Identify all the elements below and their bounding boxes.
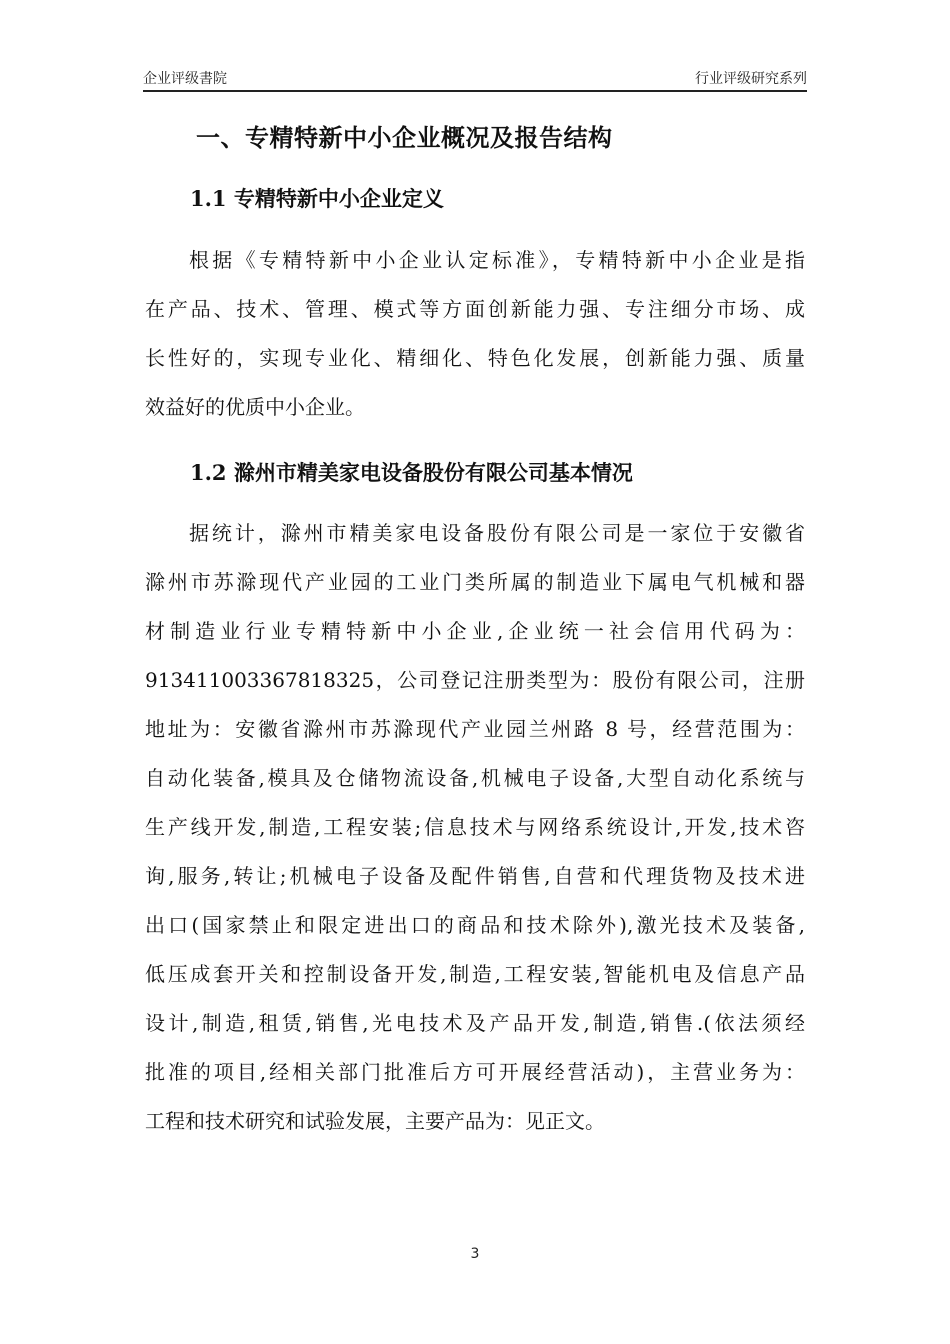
paragraph-line: 在产品、技术、管理、模式等方面创新能力强、专注细分市场、成 (145, 297, 805, 321)
paragraph-line: 根据《专精特新中小企业认定标准》，专精特新中小企业是指 (189, 248, 805, 272)
subsection-title-1-1: 1.1 专精特新中小企业定义 (190, 186, 444, 211)
section-title: 一、专精特新中小企业概况及报告结构 (196, 123, 613, 152)
paragraph-line: 出口(国家禁止和限定进出口的商品和技术除外),激光技术及装备, (145, 913, 805, 937)
paragraph-definition (145, 236, 805, 432)
paragraph-line: 工程和技术研究和试验发展，主要产品为：见正文。 (145, 1109, 605, 1133)
paragraph-line: 设计,制造,租赁,销售,光电技术及产品开发,制造,销售.(依法须经 (145, 1011, 805, 1035)
paragraph-line: 批准的项目,经相关部门批准后方可开展经营活动)，主营业务为： (145, 1060, 805, 1084)
header-divider (143, 90, 807, 92)
paragraph-line: 913411003367818325，公司登记注册类型为：股份有限公司，注册 (145, 668, 805, 692)
paragraph-line: 滁州市苏滁现代产业园的工业门类所属的制造业下属电气机械和器 (145, 570, 805, 594)
paragraph-line: 低压成套开关和控制设备开发,制造,工程安装,智能机电及信息产品 (145, 962, 805, 986)
subsection-title-1-2: 1.2 滁州市精美家电设备股份有限公司基本情况 (190, 460, 633, 485)
page-number: 3 (470, 1246, 480, 1262)
paragraph-line: 效益好的优质中小企业。 (145, 395, 365, 419)
header-right-text: 行业评级研究系列 (695, 71, 807, 87)
paragraph-company-info (145, 509, 805, 1146)
page-header (143, 66, 807, 90)
paragraph-line: 生产线开发,制造,工程安装;信息技术与网络系统设计,开发,技术咨 (145, 815, 805, 839)
header-left-text: 企业评级書院 (143, 71, 227, 87)
paragraph-line: 长性好的，实现专业化、精细化、特色化发展，创新能力强、质量 (145, 346, 805, 370)
paragraph-line: 据统计，滁州市精美家电设备股份有限公司是一家位于安徽省 (189, 521, 805, 545)
paragraph-line: 询,服务,转让;机械电子设备及配件销售,自营和代理货物及技术进 (145, 864, 805, 888)
paragraph-line: 材制造业行业专精特新中小企业,企业统一社会信用代码为： (145, 619, 805, 643)
paragraph-line: 自动化装备,模具及仓储物流设备,机械电子设备,大型自动化系统与 (145, 766, 805, 790)
paragraph-line: 地址为：安徽省滁州市苏滁现代产业园兰州路 8 号，经营范围为： (145, 717, 805, 741)
